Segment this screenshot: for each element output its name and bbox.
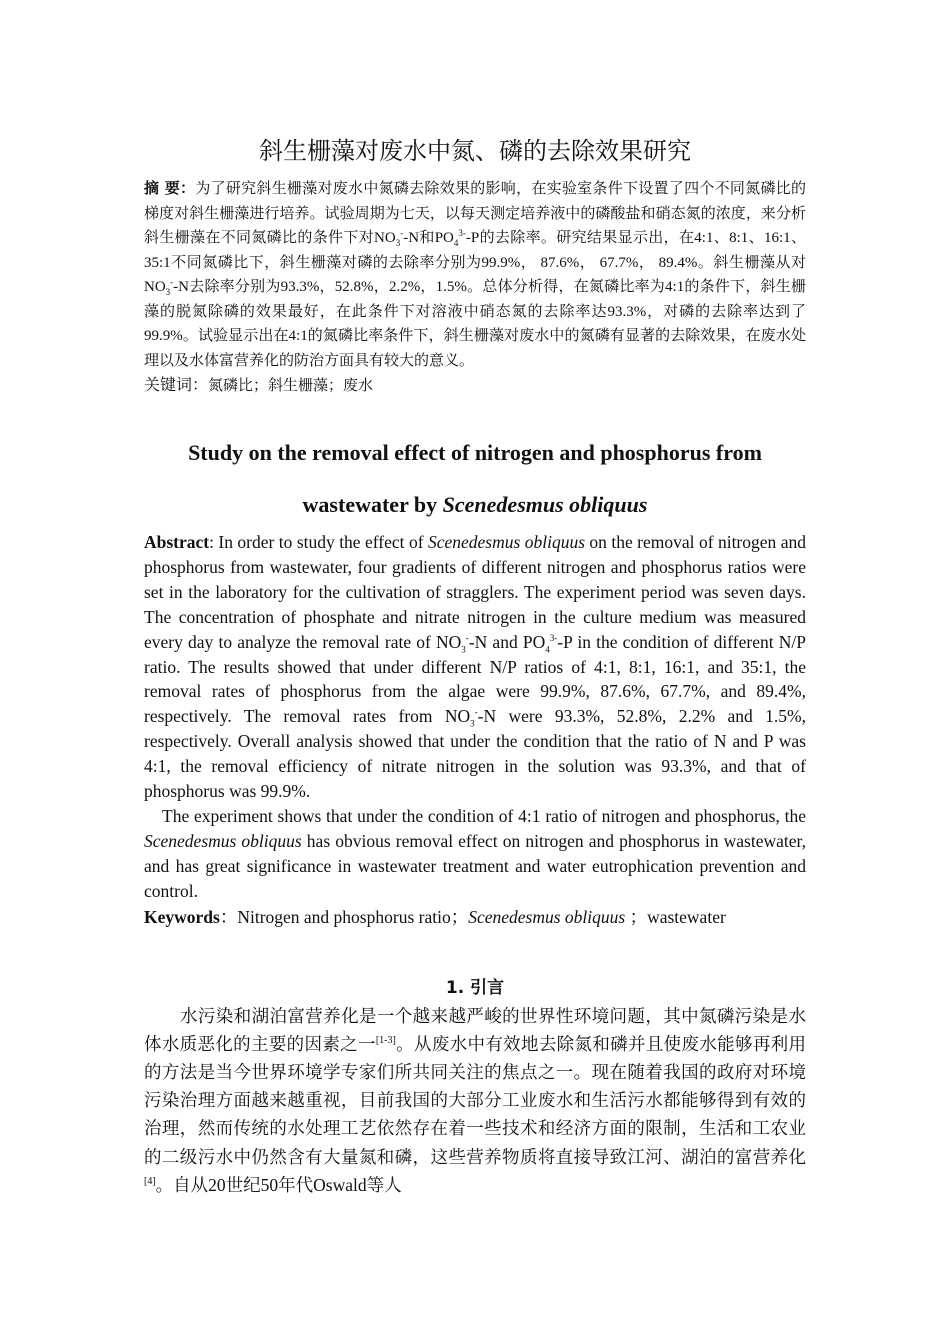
- en-title-line-2: wastewater by: [302, 492, 443, 517]
- cn-keywords-label: 关键词：: [144, 375, 209, 394]
- chem-no-sup: -: [474, 707, 478, 718]
- introduction-paragraph: [144, 1002, 806, 1199]
- en-abstract-text: has obvious removal effect on nitrogen and phosphorus in wastewater, and has great significance in wastewater treatment and water eutrophication prevention and control.: [144, 830, 806, 901]
- paper-page: [144, 134, 806, 1199]
- citation-ref: [4]: [144, 1175, 156, 1187]
- intro-text: 水污染和湖泊富营养化是一个越来越严峻的世界性环境问题，其中氮磷污染是水体水质恶化的主要的因素之一: [144, 1005, 806, 1054]
- chem-no: NO: [444, 706, 471, 727]
- cn-keywords-text: 氮磷比；斜生栅藻；废水: [208, 378, 374, 394]
- en-keywords-sep: ：: [219, 906, 238, 927]
- cn-abstract-text-3: 去除率分别为93.3%，52.8%，2.2%，1.5%。总体分析得，在氮磷比率为4:1的条件下，斜生栅藻的脱氮除磷的效果最好，在此条件下对溶液中硝态氮的去除率达93.3%，对磷的去除率达到了99.9%。试验显示出在4:1的氮磷比率条件下，斜生栅藻对废水中的氮磷有显著的去除效果，在废水处理以及水体富营养化的防治方面具有较大的意义。: [144, 279, 806, 369]
- chem-no-tail: -N: [403, 230, 420, 246]
- intro-text: 。自从20世纪50年代Oswald等人: [155, 1174, 402, 1195]
- chem-po-tail: -P: [557, 631, 573, 652]
- chem-po-sub: 4: [545, 644, 550, 655]
- citation-ref: [1-3]: [375, 1034, 396, 1046]
- cn-abstract-text-1: 为了研究斜生栅藻对废水中氮磷去除效果的影响，在实验室条件下设置了四个不同氮磷比的梯度对斜生栅藻进行培养。试验周期为七天，以每天测定培养液中的磷酸盐和硝态氮的浓度，来分析斜生栅藻在不同氮磷比的条件下对: [144, 181, 806, 246]
- cn-abstract-and: 和: [419, 230, 435, 246]
- chem-phosphate: [522, 631, 573, 655]
- chem-no-sub: 3: [470, 718, 475, 729]
- en-keywords: [144, 904, 806, 930]
- chem-no-sup: -: [465, 632, 469, 643]
- chem-po-sub: 4: [453, 238, 459, 248]
- chem-phosphate: [435, 230, 480, 246]
- chem-no-sup: -: [400, 228, 404, 238]
- cn-keywords: [144, 373, 806, 398]
- en-abstract-text: : In order to study the effect of: [209, 532, 428, 552]
- species-name: Scenedesmus obliquus: [144, 830, 302, 851]
- en-keyword-species: Scenedesmus obliquus: [468, 906, 626, 927]
- chem-no-sub: 3: [395, 238, 401, 248]
- en-abstract-text: were 93.3%, 52.8%, 2.2% and 1.5%, respectively. Overall analysis showed that under the condition that the ratio of N and P was 4:1, the removal efficiency of nitrate nitrogen in the solution was 93.3%, and that of phosphorus was 99.9%.: [144, 706, 807, 802]
- chem-nitrate: [144, 279, 189, 295]
- en-keywords-label: Keywords: [144, 906, 220, 927]
- en-abstract-text: and: [487, 631, 523, 652]
- chem-no-sub: 3: [165, 287, 171, 297]
- chem-no: NO: [144, 279, 166, 295]
- cn-abstract: [144, 176, 806, 373]
- en-keyword: ；wastewater: [625, 906, 726, 927]
- chem-no-sub: 3: [461, 644, 466, 655]
- chem-nitrate: [374, 230, 419, 246]
- chem-po-sup: 3-: [549, 632, 558, 643]
- intro-text: 。从废水中有效地去除氮和磷并且使废水能够再利用的方法是当今世界环境学专家们所共同关注的焦点之一。现在随着我国的政府对环境污染治理方面越来越重视，目前我国的大部分工业废水和生活污水都能够得到有效的治理，然而传统的水处理工艺依然存在着一些技术和经济方面的限制，生活和工农业的二级污水中仍然含有大量氮和磷，这些营养物质将直接导致江河、湖泊的富营养化: [144, 1033, 807, 1167]
- chem-no: NO: [374, 230, 396, 246]
- en-title: [144, 434, 806, 524]
- chem-no-tail: -N: [173, 279, 189, 295]
- species-name: Scenedesmus obliquus: [427, 532, 585, 552]
- cn-title: 斜生栅藻对废水中氮、磷的去除效果研究: [259, 137, 691, 165]
- en-title-line-1: Study on the removal effect of nitrogen and phosphorus from: [188, 440, 762, 465]
- chem-po-sup: 3-: [458, 228, 466, 238]
- en-abstract-text: The experiment shows that under the condition of 4:1 ratio of nitrogen and phosphorus, the: [162, 805, 806, 826]
- chem-po: PO: [434, 230, 454, 246]
- en-abstract-text: on the removal of nitrogen and phosphorus from wastewater, four gradients of different nitrogen and phosphorus ratios were set in the laboratory for the cultivation of stragglers. The experiment period was seven days. The concentration of phosphate and nitrate nitrogen in the culture medium was measured every day to analyze the removal rate of: [144, 532, 806, 652]
- chem-no-tail: -N: [468, 631, 488, 652]
- cn-abstract-text-2: 的去除率。研究结果显示出，在4:1、8:1、16:1、 35:1不同氮磷比下，斜生栅藻对磷的去除率分别为99.9%， 87.6%， 67.7%， 89.4%。斜生栅藻从对: [144, 230, 806, 271]
- section-heading-introduction: 1. 引言: [445, 977, 505, 998]
- chem-nitrate: [444, 706, 497, 729]
- chem-po-tail: -P: [465, 230, 480, 246]
- en-abstract-paragraph-2: [144, 804, 806, 904]
- en-abstract-text: in the condition of different N/P ratio. The results showed that under different N/P ratios of 4:1, 8:1, 16:1, and 35:1, the removal rates of phosphorus from the algae were 99.9%, 87.6%, 67.7%, and 89.4%, respectively. The removal rates from: [144, 631, 806, 727]
- en-keyword: Nitrogen and phosphorus ratio；: [237, 906, 469, 927]
- cn-abstract-label: 摘 要：: [144, 179, 196, 197]
- chem-no-sup: -: [170, 277, 174, 287]
- en-abstract-paragraph-1: [144, 530, 806, 804]
- en-title-species: Scenedesmus obliquus: [442, 492, 648, 517]
- chem-nitrate: [436, 631, 488, 655]
- chem-no: NO: [436, 631, 462, 652]
- chem-po: PO: [522, 631, 546, 652]
- en-abstract-label: Abstract: [144, 532, 210, 552]
- chem-no-tail: -N: [477, 706, 497, 727]
